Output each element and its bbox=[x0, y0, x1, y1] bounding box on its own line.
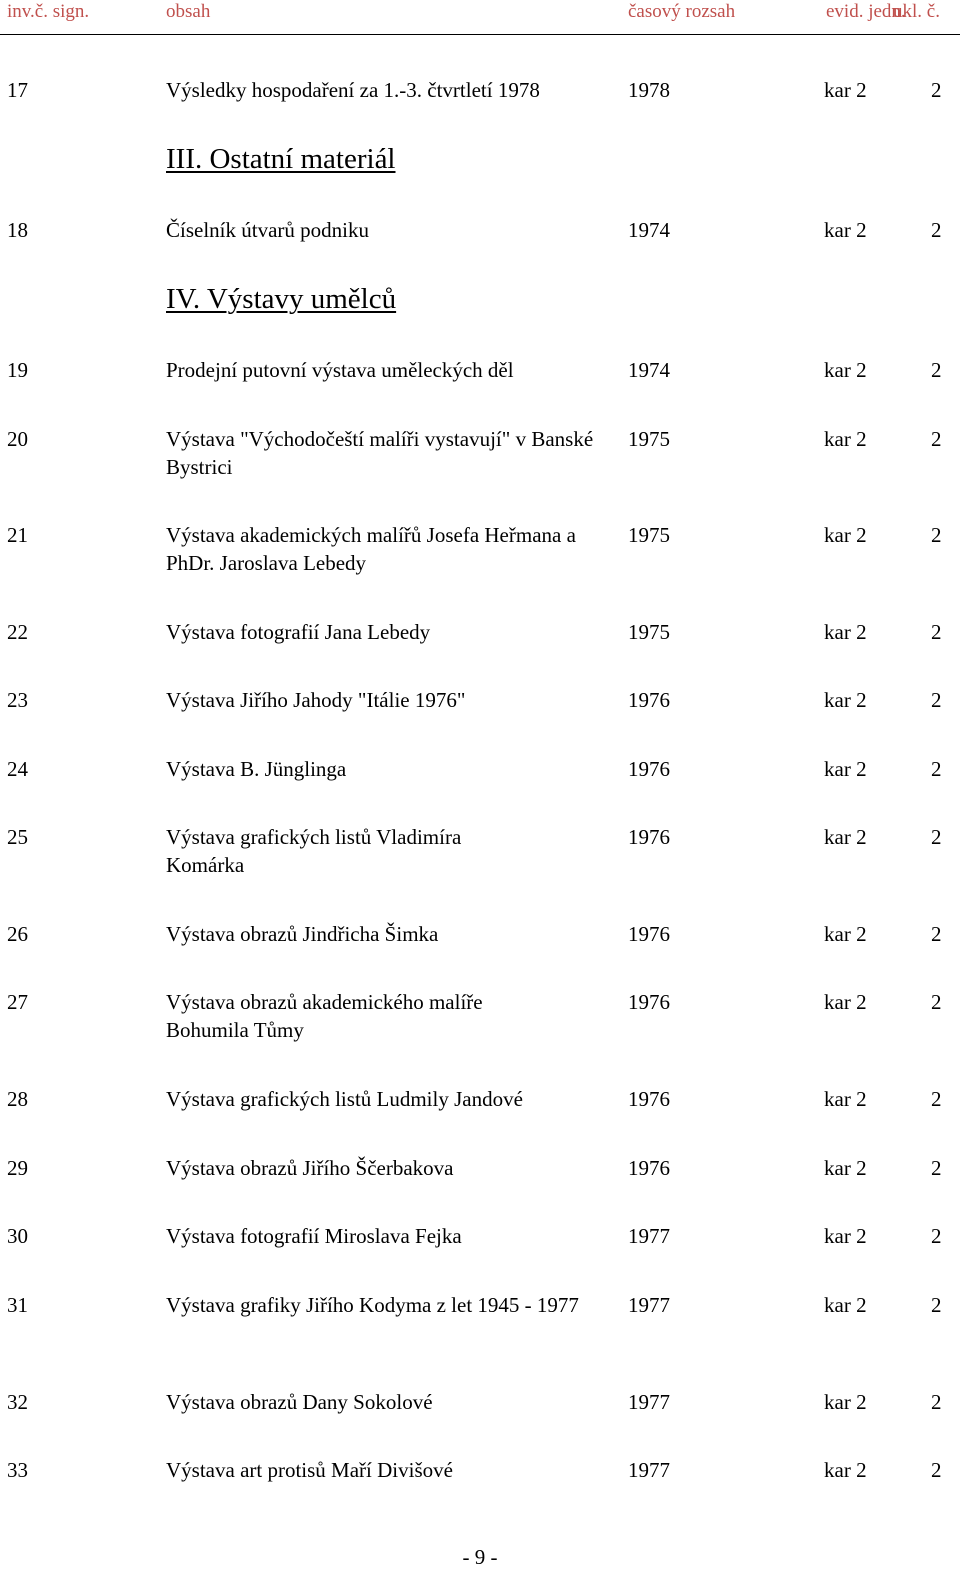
row-description: Výstava fotografií Jana Lebedy bbox=[166, 620, 431, 644]
row-description: Výstava obrazů Jiřího Ščerbakova bbox=[166, 1156, 454, 1180]
row-description: Výstava akademických malířů Josefa Heřmana a PhDr. Jaroslava Lebedy bbox=[166, 523, 576, 575]
row-number: 21 bbox=[7, 523, 28, 547]
row-year: 1977 bbox=[628, 1224, 670, 1248]
header-evid-unit: evid. jedn. bbox=[826, 1, 906, 22]
row-description: Výstava Jiřího Jahody "Itálie 1976" bbox=[166, 688, 466, 712]
row-number: 19 bbox=[7, 358, 28, 382]
row-evid: kar 2 bbox=[824, 427, 867, 451]
row-year: 1975 bbox=[628, 620, 670, 644]
row-number: 20 bbox=[7, 427, 28, 451]
row-ukl: 2 bbox=[931, 922, 942, 946]
row-year: 1976 bbox=[628, 825, 670, 849]
row-number: 33 bbox=[7, 1458, 28, 1482]
row-ukl: 2 bbox=[931, 688, 942, 712]
column-header bbox=[0, 0, 960, 35]
row-ukl: 2 bbox=[931, 1156, 942, 1180]
row-description: Výstava B. Jünglinga bbox=[166, 757, 347, 781]
row-number: 18 bbox=[7, 218, 28, 242]
row-evid: kar 2 bbox=[824, 1087, 867, 1111]
row-description: Výstava obrazů Jindřicha Šimka bbox=[166, 922, 439, 946]
row-year: 1974 bbox=[628, 218, 670, 242]
header-time-range: časový rozsah bbox=[628, 1, 736, 22]
row-evid: kar 2 bbox=[824, 358, 867, 382]
row-number: 26 bbox=[7, 922, 28, 946]
row-year: 1977 bbox=[628, 1293, 670, 1317]
row-number: 32 bbox=[7, 1390, 28, 1414]
row-year: 1976 bbox=[628, 990, 670, 1014]
row-number: 28 bbox=[7, 1087, 28, 1111]
row-evid: kar 2 bbox=[824, 1458, 867, 1482]
row-number: 30 bbox=[7, 1224, 28, 1248]
row-year: 1977 bbox=[628, 1390, 670, 1414]
row-description: Výstava grafických listů Ludmily Jandové bbox=[166, 1087, 523, 1111]
row-description: Výstava fotografií Miroslava Fejka bbox=[166, 1224, 462, 1248]
row-year: 1976 bbox=[628, 922, 670, 946]
section-title-vystavy-umelcu: IV. Výstavy umělců bbox=[166, 283, 397, 315]
row-number: 17 bbox=[7, 78, 28, 102]
row-evid: kar 2 bbox=[824, 1390, 867, 1414]
row-description: Výstava obrazů akademického malíře Bohumila Tůmy bbox=[166, 990, 483, 1042]
row-ukl: 2 bbox=[931, 757, 942, 781]
row-description: Výsledky hospodaření za 1.-3. čtvrtletí 1978 bbox=[166, 78, 540, 102]
row-evid: kar 2 bbox=[824, 218, 867, 242]
row-ukl: 2 bbox=[931, 1390, 942, 1414]
row-year: 1976 bbox=[628, 1087, 670, 1111]
row-evid: kar 2 bbox=[824, 688, 867, 712]
header-inv-sign: inv.č. sign. bbox=[7, 1, 90, 22]
row-year: 1976 bbox=[628, 688, 670, 712]
row-evid: kar 2 bbox=[824, 1156, 867, 1180]
row-description: Výstava grafiky Jiřího Kodyma z let 1945 - 1977 bbox=[166, 1293, 579, 1317]
row-description: Výstava art protisů Maří Divišové bbox=[166, 1458, 453, 1482]
row-evid: kar 2 bbox=[824, 523, 867, 547]
section-title-ostatni-material: III. Ostatní materiál bbox=[166, 143, 396, 175]
row-ukl: 2 bbox=[931, 1224, 942, 1248]
row-number: 25 bbox=[7, 825, 28, 849]
row-year: 1977 bbox=[628, 1458, 670, 1482]
row-ukl: 2 bbox=[931, 218, 942, 242]
row-number: 23 bbox=[7, 688, 28, 712]
row-number: 22 bbox=[7, 620, 28, 644]
row-description: Výstava grafických listů Vladimíra Komárka bbox=[166, 825, 462, 877]
row-evid: kar 2 bbox=[824, 1293, 867, 1317]
row-year: 1976 bbox=[628, 1156, 670, 1180]
row-evid: kar 2 bbox=[824, 990, 867, 1014]
row-number: 31 bbox=[7, 1293, 28, 1317]
page-number: - 9 - bbox=[462, 1545, 498, 1569]
row-ukl: 2 bbox=[931, 1458, 942, 1482]
row-number: 24 bbox=[7, 757, 28, 781]
row-ukl: 2 bbox=[931, 358, 942, 382]
row-evid: kar 2 bbox=[824, 620, 867, 644]
row-number: 27 bbox=[7, 990, 28, 1014]
row-ukl: 2 bbox=[931, 825, 942, 849]
row-evid: kar 2 bbox=[824, 78, 867, 102]
row-year: 1975 bbox=[628, 427, 670, 451]
row-year: 1975 bbox=[628, 523, 670, 547]
row-evid: kar 2 bbox=[824, 825, 867, 849]
row-description: Výstava "Východočeští malíři vystavují" v Banské Bystrici bbox=[166, 427, 594, 479]
row-evid: kar 2 bbox=[824, 922, 867, 946]
row-ukl: 2 bbox=[931, 427, 942, 451]
header-storage-no: ukl. č. bbox=[893, 1, 940, 22]
row-ukl: 2 bbox=[931, 1087, 942, 1111]
row-ukl: 2 bbox=[931, 523, 942, 547]
row-evid: kar 2 bbox=[824, 757, 867, 781]
row-description: Výstava obrazů Dany Sokolové bbox=[166, 1390, 433, 1414]
row-ukl: 2 bbox=[931, 990, 942, 1014]
row-ukl: 2 bbox=[931, 620, 942, 644]
row-year: 1974 bbox=[628, 358, 670, 382]
row-ukl: 2 bbox=[931, 1293, 942, 1317]
row-year: 1978 bbox=[628, 78, 670, 102]
row-number: 29 bbox=[7, 1156, 28, 1180]
header-obsah: obsah bbox=[166, 1, 211, 22]
row-evid: kar 2 bbox=[824, 1224, 867, 1248]
row-year: 1976 bbox=[628, 757, 670, 781]
row-description: Číselník útvarů podniku bbox=[166, 218, 369, 242]
row-ukl: 2 bbox=[931, 78, 942, 102]
row-description: Prodejní putovní výstava uměleckých děl bbox=[166, 358, 514, 382]
